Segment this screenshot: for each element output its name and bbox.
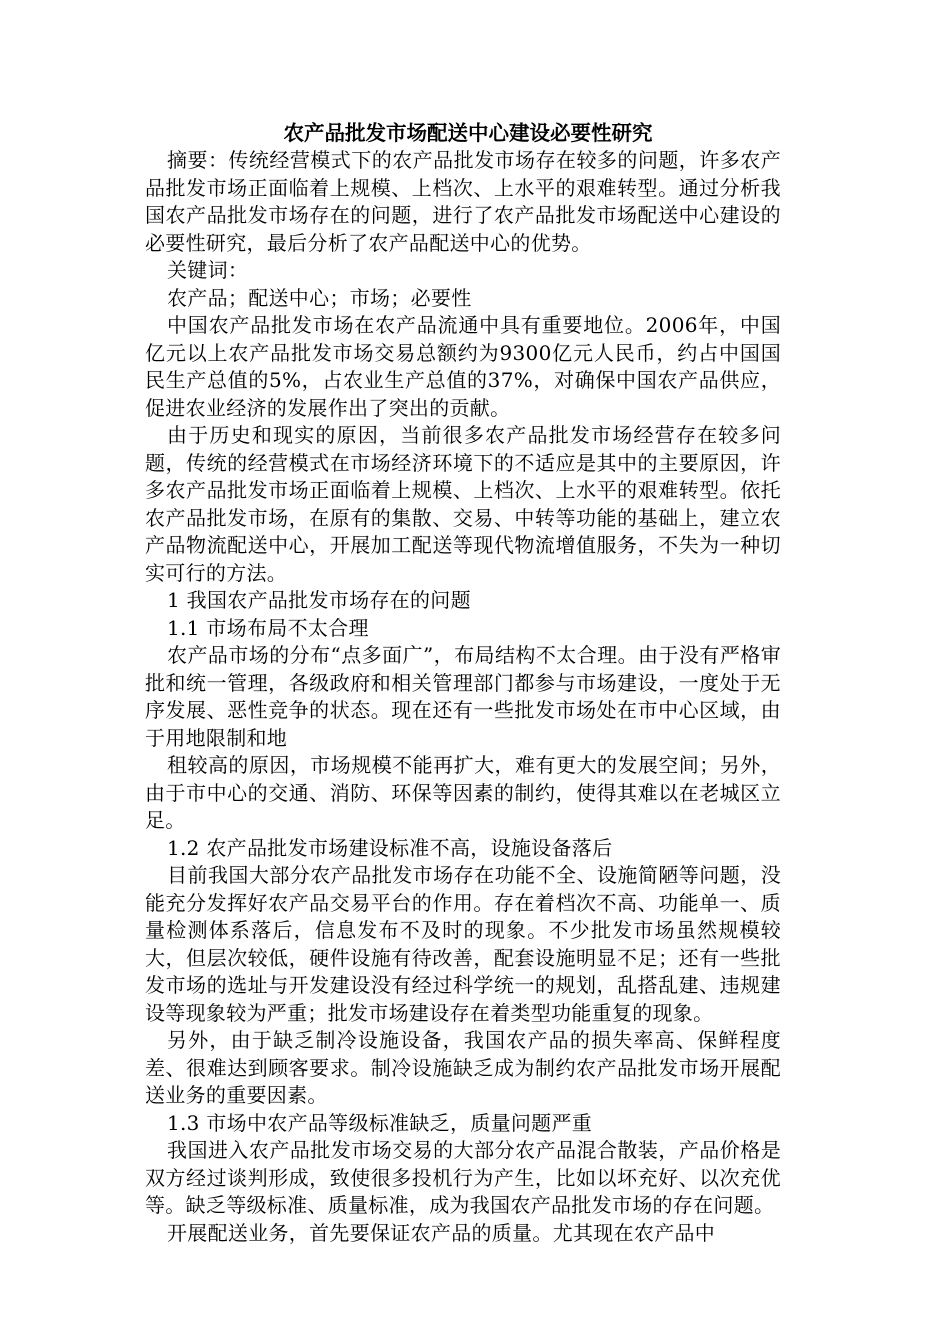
body-paragraph: 另外，由于缺乏制冷设施设备，我国农产品的损失率高、保鲜程度差、很难达到顾客要求。制冷设施缺乏成为制约农产品批发市场开展配送业务的重要因素。 xyxy=(145,1028,781,1107)
body-paragraph: 由于历史和现实的原因，当前很多农产品批发市场经营存在较多问题，传统的经营模式在市场经济环境下的不适应是其中的主要原因，许多农产品批发市场正面临着上规模、上档次、上水平的艰难转型。依托农产品批发市场，在原有的集散、交易、中转等功能的基础上，建立农产品物流配送中心，开展加工配送等现代物流增值服务，不失为一种切实可行的方法。 xyxy=(145,423,781,585)
body-paragraph: 中国农产品批发市场在农产品流通中具有重要地位。2006年，中国亿元以上农产品批发市场交易总额约为9300亿元人民币，约占中国国民生产总值的5%，占农业生产总值的37%，对确保中国农产品供应，促进农业经济的发展作出了突出的贡献。 xyxy=(145,313,781,420)
subsection-heading: 1.3 市场中农产品等级标准缺乏，质量问题严重 xyxy=(167,1110,593,1135)
body-paragraph: 开展配送业务，首先要保证农产品的质量。尤其现在农产品中 xyxy=(167,1220,716,1245)
body-paragraph: 目前我国大部分农产品批发市场存在功能不全、设施简陋等问题，没能充分发挥好农产品交易平台的作用。存在着档次不高、功能单一、质量检测体系落后，信息发布不及时的现象。不少批发市场虽然规模较大，但层次较低，硬件设施有待改善，配套设施明显不足；还有一些批发市场的选址与开发建设没有经过科学统一的规划，乱搭乱建、违规建设等现象较为严重；批发市场建设存在着类型功能重复的现象。 xyxy=(145,863,781,1025)
body-paragraph: 租较高的原因，市场规模不能再扩大，难有更大的发展空间；另外，由于市中心的交通、消防、环保等因素的制约，使得其难以在老城区立足。 xyxy=(145,753,781,832)
section-heading: 1 我国农产品批发市场存在的问题 xyxy=(167,588,471,612)
keywords-list: 农产品；配送中心；市场；必要性 xyxy=(167,285,472,310)
body-paragraph: 农产品市场的分布“点多面广”，布局结构不太合理。由于没有严格审批和统一管理，各级政府和相关管理部门都参与市场建设，一度处于无序发展、恶性竞争的状态。现在还有一些批发市场处在市中心区域，由于用地限制和地 xyxy=(145,643,781,750)
keywords-label: 关键词： xyxy=(167,258,249,282)
subsection-heading: 1.1 市场布局不太合理 xyxy=(167,615,369,640)
document-title: 农产品批发市场配送中心建设必要性研究 xyxy=(283,121,653,145)
subsection-heading: 1.2 农产品批发市场建设标准不高，设施设备落后 xyxy=(167,835,613,860)
abstract-paragraph: 摘要：传统经营模式下的农产品批发市场存在较多的问题，许多农产品批发市场正面临着上规模、上档次、上水平的艰难转型。通过分析我国农产品批发市场存在的问题，进行了农产品批发市场配送中心建设的必要性研究，最后分析了农产品配送中心的优势。 xyxy=(145,148,781,255)
body-paragraph: 我国进入农产品批发市场交易的大部分农产品混合散装，产品价格是双方经过谈判形成，致使很多投机行为产生，比如以坏充好、以次充优等。缺乏等级标准、质量标准，成为我国农产品批发市场的存在问题。 xyxy=(145,1138,781,1217)
document-page xyxy=(145,120,781,1247)
